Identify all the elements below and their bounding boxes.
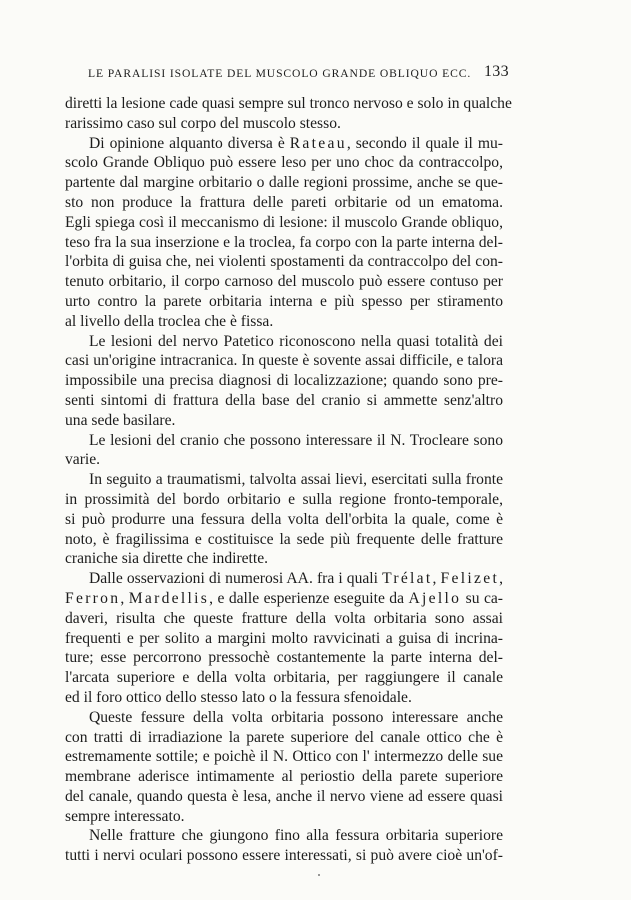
text-line	[65, 272, 503, 292]
text-segment: frequenti e per solito a margini molto ravvicinati a guisa di incrina-	[65, 629, 503, 647]
text-segment: Le lesioni del cranio che possono interessare il N. Trocleare sono	[89, 431, 503, 449]
text-line	[65, 153, 503, 173]
text-segment: , secondo il quale il mu-	[346, 134, 503, 152]
text-line	[65, 213, 503, 233]
text-segment: l'arcata superiore e della volta orbitaria, per raggiungere il canale	[65, 669, 503, 687]
text-segment: rarissimo caso sul corpo del muscolo stesso.	[65, 114, 341, 132]
text-line	[65, 391, 503, 411]
text-line	[65, 609, 503, 629]
text-segment: tenuto orbitario, il corpo carnoso del muscolo può essere contuso per	[65, 273, 503, 291]
text-line	[65, 233, 503, 253]
printing-speck	[318, 874, 320, 876]
text-line	[65, 134, 503, 154]
text-line	[65, 510, 503, 530]
text-line	[65, 569, 503, 589]
text-line	[65, 846, 503, 866]
text-segment: l'orbita di guisa che, nei violenti spostamenti da contraccolpo del con-	[65, 253, 503, 271]
spaced-name: Rateau	[289, 134, 347, 152]
text-segment: teso fra la sua inserzione e la troclea, fa corpo con la parte interna del-	[65, 233, 503, 251]
text-segment: diretti la lesione cade quasi sempre sul tronco nervoso e solo in qualche	[65, 95, 512, 112]
text-segment: Le lesioni del nervo Patetico riconoscono nella quasi totalità dei	[89, 332, 503, 350]
text-line	[65, 728, 503, 748]
text-segment: sto non produce la frattura delle pareti orbitarie od un ematoma.	[65, 193, 503, 211]
text-line	[65, 332, 503, 352]
text-line	[65, 114, 503, 134]
text-line	[65, 193, 503, 213]
running-header: LE PARALISI ISOLATE DEL MUSCOLO GRANDE OBLIQUO ECC.	[88, 67, 472, 80]
text-segment: membrane aderisce intimamente al periostio della parete superiore	[65, 768, 503, 786]
text-segment: Nelle fratture che giungono fino alla fessura orbitaria superiore	[89, 827, 503, 845]
text-segment: si può produrre una fessura della volta dell'orbita la quale, come è	[65, 510, 503, 528]
spaced-name: Mardellis	[128, 589, 210, 607]
text-line	[65, 787, 503, 807]
text-line	[65, 648, 503, 668]
text-line	[65, 450, 503, 470]
text-segment: noto, è fragilissima e costituisce la sede più frequente delle fratture	[65, 530, 503, 548]
spaced-name: Felizet	[440, 570, 500, 588]
text-line	[65, 549, 503, 569]
text-line	[65, 173, 503, 193]
spaced-name: Trélat	[382, 570, 433, 588]
text-segment: ed il foro ottico dello stesso lato o la fessura sfenoidale.	[65, 688, 412, 706]
text-segment: scolo Grande Obliquo può essere leso per uno choc da contraccolpo,	[65, 154, 503, 172]
text-segment: ,	[120, 589, 129, 607]
text-segment: su ca-	[461, 589, 504, 607]
text-segment: urto contro la parete orbitaria interna e più spesso per stiramento	[65, 292, 503, 310]
text-segment: ,	[432, 570, 441, 588]
text-segment: in prossimità del bordo orbitario e sulla regione fronto-temporale,	[65, 490, 503, 508]
text-line	[65, 767, 503, 787]
text-line	[65, 807, 503, 827]
text-line	[65, 490, 503, 510]
body-text	[65, 94, 512, 866]
text-segment: varie.	[65, 451, 101, 469]
text-segment: , e dalle esperienze eseguite da	[209, 589, 409, 607]
text-line	[65, 431, 503, 451]
text-segment: una sede basilare.	[65, 411, 176, 429]
text-segment: In seguito a traumatismi, talvolta assai lievi, esercitati sulla fronte	[89, 471, 503, 489]
text-line	[65, 688, 503, 708]
text-segment: impossibile una precisa diagnosi di localizzazione; quando sono pre-	[65, 372, 503, 390]
text-segment: con tratti di irradiazione la parete superiore del canale ottico che è	[65, 728, 503, 746]
text-line	[65, 747, 503, 767]
text-line	[65, 371, 503, 391]
text-segment: ture; esse percorrono pressochè costantemente la parte interna del-	[65, 649, 503, 667]
text-segment: Di opinione alquanto diversa è	[89, 134, 290, 152]
text-segment: craniche sia dirette che indirette.	[65, 550, 269, 568]
text-segment: casi un'origine intracranica. In queste è sovente assai difficile, e talora	[65, 352, 503, 370]
text-line	[65, 708, 503, 728]
text-segment: tutti i nervi oculari possono essere interessati, si può avere cioè un'of-	[65, 847, 503, 865]
text-line	[65, 470, 503, 490]
text-segment: senti sintomi di frattura della base del cranio si ammette senz'altro	[65, 391, 503, 409]
page-number: 133	[484, 63, 509, 80]
spaced-name: Ajello	[408, 589, 462, 607]
text-line	[65, 351, 503, 371]
text-line	[65, 252, 503, 272]
text-segment: del canale, quando questa è lesa, anche il nervo viene ad essere quasi	[65, 787, 503, 805]
text-segment: sempre interessato.	[65, 807, 185, 825]
text-line	[65, 589, 503, 609]
text-segment: Queste fessure della volta orbitaria possono interessare anche	[89, 708, 503, 726]
text-segment: al livello della troclea che è fissa.	[65, 312, 274, 330]
text-segment: Dalle osservazioni di numerosi AA. fra i quali	[89, 570, 383, 588]
text-line	[65, 826, 503, 846]
text-line	[65, 629, 503, 649]
text-line	[65, 530, 503, 550]
spaced-name: Ferron	[65, 589, 121, 607]
text-line	[65, 292, 503, 312]
text-line	[65, 312, 503, 332]
text-segment: Egli spiega così il meccanismo di lesione: il muscolo Grande obliquo,	[65, 213, 503, 231]
text-line	[65, 94, 512, 114]
text-segment: daveri, risulta che queste fratture della volta orbitaria sono assai	[65, 609, 503, 627]
text-segment: partente dal margine orbitario o dalle regioni prossime, anche se que-	[65, 174, 503, 192]
text-line	[65, 411, 503, 431]
text-line	[65, 668, 503, 688]
text-segment: ,	[499, 570, 503, 588]
text-segment: estremamente sottile; e poichè il N. Ottico con l' intermezzo delle sue	[65, 748, 503, 766]
